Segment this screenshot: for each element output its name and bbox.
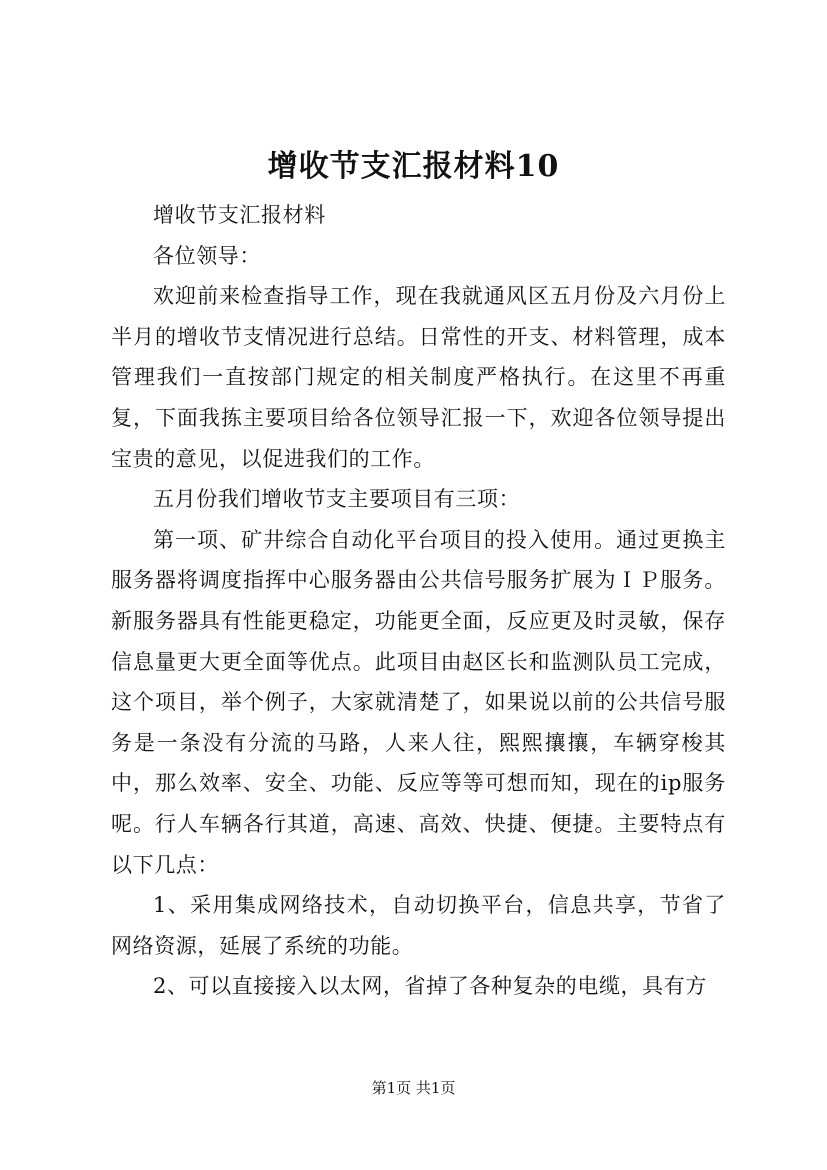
paragraph-point-one: 1、采用集成网络技术，自动切换平台，信息共享，节省了网络资源，延展了系统的功能。 <box>111 893 726 958</box>
paragraph-item-one: 第一项、矿井综合自动化平台项目的投入使用。通过更换主服务器将调度指挥中心服务器由公共信号服务扩展为ＩＰ服务。新服务器具有性能更稳定，功能更全面，反应更及时灵敏，保存信息量更大更全面等优点。此项目由赵区长和监测队员工完成，这个项目，举个例子，大家就清楚了，如果说以前的公共信号服务是一条没有分流的马路，人来人往，熙熙攘攘，车辆穿梭其中，那么效率、安全、功能、反应等等可想而知，现在的ip服务呢。行人车辆各行其道，高速、高效、快捷、便捷。主要特点有以下几点： <box>111 527 726 877</box>
paragraph-may-items: 五月份我们增收节支主要项目有三项： <box>153 487 521 512</box>
paragraph-point-two: 2、可以直接接入以太网，省掉了各种复杂的电缆，具有方 <box>153 974 707 999</box>
page-footer: 第1页 共1页 <box>371 1079 456 1097</box>
paragraph-intro: 欢迎前来检查指导工作，现在我就通风区五月份及六月份上半月的增收节支情况进行总结。日常性的开支、材料管理，成本管理我们一直按部门规定的相关制度严格执行。在这里不再重复，下面我拣主要项目给各位领导汇报一下，欢迎各位领导提出宝贵的意见，以促进我们的工作。 <box>111 284 726 471</box>
paragraph-salutation: 各位领导： <box>153 243 261 268</box>
paragraph-heading: 增收节支汇报材料 <box>153 203 326 227</box>
document-title: 增收节支汇报材料10 <box>267 149 560 184</box>
document-body <box>111 195 726 1007</box>
